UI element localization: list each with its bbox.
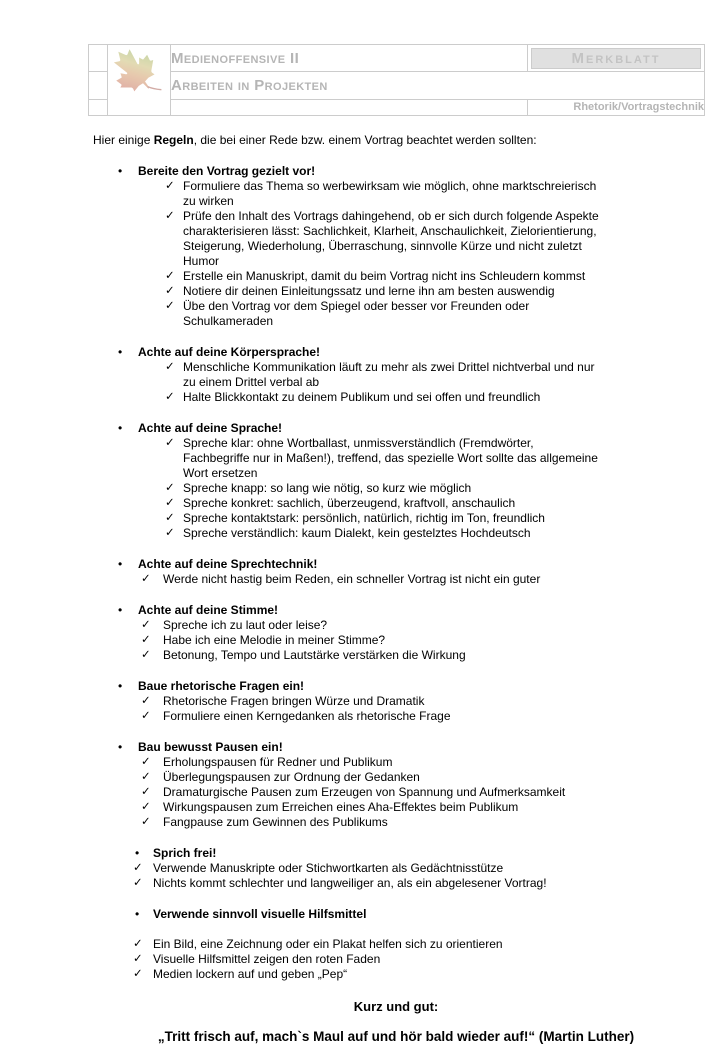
checkmark-icon: ✓ bbox=[141, 619, 151, 631]
rules-list bbox=[93, 164, 699, 982]
rule-item-text: Prüfe den Inhalt des Vortrags dahingehend, ob er sich durch folgende Aspekte charakterisieren lässt: Sachlichkeit, Klarheit, Anschaulichkeit, Zielorientierung, Steigerung, Wiederholung, Überraschung, sinnvolle Kürze und nicht zuletzt Humor bbox=[183, 209, 599, 268]
rule-item bbox=[93, 633, 699, 648]
rule-section bbox=[93, 846, 699, 891]
rule-item-text: Visuelle Hilfsmittel zeigen den roten Faden bbox=[153, 952, 381, 966]
bullet-icon: • bbox=[118, 345, 123, 359]
rule-item-text: Dramaturgische Pausen zum Erzeugen von Spannung und Aufmerksamkeit bbox=[163, 785, 566, 799]
rule-heading-row bbox=[93, 421, 699, 436]
rule-item bbox=[93, 618, 699, 633]
bullet-icon: • bbox=[118, 164, 123, 178]
doc-subtitle: Arbeiten in Projekten bbox=[171, 72, 705, 100]
checkmark-icon: ✓ bbox=[165, 270, 175, 282]
rule-item bbox=[93, 269, 699, 284]
rule-item-list bbox=[93, 861, 699, 891]
rule-item-text: Medien lockern auf und geben „Pep“ bbox=[153, 967, 348, 981]
rule-section bbox=[93, 557, 699, 587]
checkmark-icon: ✓ bbox=[165, 180, 175, 192]
rule-heading: Achte auf deine Sprechtechnik! bbox=[138, 557, 318, 571]
rule-item-text: Nichts kommt schlechter und langweiliger an, als ein abgelesener Vortrag! bbox=[153, 876, 547, 890]
rule-heading: Verwende sinnvoll visuelle Hilfsmittel bbox=[153, 907, 367, 921]
rule-item-text: Spreche klar: ohne Wortballast, unmissverständlich (Fremdwörter, Fachbegriffe nur in Maßen!), treffend, das spezielle Wort sollte das allgemeine Wort ersetzen bbox=[183, 436, 598, 480]
bullet-icon: • bbox=[118, 603, 123, 617]
checkmark-icon: ✓ bbox=[141, 786, 151, 798]
header-spacer-cell bbox=[89, 100, 108, 116]
rule-item bbox=[93, 209, 699, 269]
rule-item-text: Formuliere einen Kerngedanken als rhetorische Frage bbox=[163, 709, 451, 723]
checkmark-icon: ✓ bbox=[165, 210, 175, 222]
bullet-icon: • bbox=[135, 846, 140, 860]
rule-item-text: Spreche kontaktstark: persönlich, natürlich, richtig im Ton, freundlich bbox=[183, 511, 545, 525]
rule-item-list bbox=[93, 937, 699, 982]
rule-item-text: Ein Bild, eine Zeichnung oder ein Plakat helfen sich zu orientieren bbox=[153, 937, 503, 951]
maple-leaf-icon bbox=[108, 47, 170, 113]
rule-item bbox=[93, 709, 699, 724]
doc-title: Medienoffensive II bbox=[171, 49, 300, 67]
checkmark-icon: ✓ bbox=[141, 649, 151, 661]
rule-heading-row bbox=[93, 679, 699, 694]
rule-item bbox=[93, 785, 699, 800]
rule-item-text: Rhetorische Fragen bringen Würze und Dramatik bbox=[163, 694, 425, 708]
checkmark-icon: ✓ bbox=[133, 877, 143, 889]
rule-item bbox=[93, 815, 699, 830]
rule-item bbox=[93, 496, 699, 511]
rule-item bbox=[93, 179, 699, 209]
intro-suffix: , die bei einer Rede bzw. einem Vortrag beachtet werden sollten: bbox=[193, 133, 537, 147]
logo-cell bbox=[108, 45, 171, 116]
checkmark-icon: ✓ bbox=[165, 361, 175, 373]
rule-heading-row bbox=[93, 907, 699, 922]
rule-item-text: Formuliere das Thema so werbewirksam wie möglich, ohne marktschreierisch zu wirken bbox=[183, 179, 597, 208]
rule-heading: Achte auf deine Sprache! bbox=[138, 421, 283, 435]
checkmark-icon: ✓ bbox=[141, 634, 151, 646]
checkmark-icon: ✓ bbox=[165, 437, 175, 449]
rule-item bbox=[93, 526, 699, 541]
rule-heading-row bbox=[93, 603, 699, 618]
checkmark-icon: ✓ bbox=[165, 512, 175, 524]
closing-quote: „Tritt frisch auf, mach`s Maul auf und hör bald wieder auf!“ (Martin Luther) bbox=[157, 1029, 635, 1044]
rule-item-text: Notiere dir deinen Einleitungssatz und lerne ihn am besten auswendig bbox=[183, 284, 555, 298]
rule-item bbox=[93, 511, 699, 526]
bullet-icon: • bbox=[118, 740, 123, 754]
checkmark-icon: ✓ bbox=[165, 482, 175, 494]
rule-item-text: Erstelle ein Manuskript, damit du beim Vortrag nicht ins Schleudern kommst bbox=[183, 269, 586, 283]
checkmark-icon: ✓ bbox=[141, 816, 151, 828]
rule-item bbox=[93, 770, 699, 785]
doc-topic: Rhetorik/Vortragstechnik bbox=[528, 100, 705, 116]
checkmark-icon: ✓ bbox=[165, 391, 175, 403]
rule-item-text: Wirkungspausen zum Erreichen eines Aha-Effektes beim Publikum bbox=[163, 800, 519, 814]
rule-item-list bbox=[93, 179, 699, 329]
rule-item-text: Spreche konkret: sachlich, überzeugend, kraftvoll, anschaulich bbox=[183, 496, 516, 510]
checkmark-icon: ✓ bbox=[133, 953, 143, 965]
rule-heading-row bbox=[93, 345, 699, 360]
rule-item bbox=[93, 800, 699, 815]
rule-item bbox=[93, 755, 699, 770]
rule-item bbox=[93, 648, 699, 663]
bullet-icon: • bbox=[118, 557, 123, 571]
rule-item bbox=[93, 436, 699, 481]
rule-heading-row bbox=[93, 557, 699, 572]
rule-item-text: Überlegungspausen zur Ordnung der Gedanken bbox=[163, 770, 420, 784]
rule-item bbox=[93, 876, 699, 891]
rule-item bbox=[93, 694, 699, 709]
rule-heading-row bbox=[93, 164, 699, 179]
rule-item bbox=[93, 861, 699, 876]
rule-item-text: Erholungspausen für Redner und Publikum bbox=[163, 755, 393, 769]
rule-item-text: Verwende Manuskripte oder Stichwortkarten als Gedächtnisstütze bbox=[153, 861, 504, 875]
rule-item-text: Spreche verständlich: kaum Dialekt, kein gestelztes Hochdeutsch bbox=[183, 526, 531, 540]
header-title-cell bbox=[171, 45, 528, 72]
rule-item bbox=[93, 284, 699, 299]
rule-section bbox=[93, 907, 699, 982]
rule-item-text: Übe den Vortrag vor dem Spiegel oder besser vor Freunden oder Schulkameraden bbox=[183, 299, 530, 328]
rule-item bbox=[93, 952, 699, 967]
header-spacer-cell bbox=[89, 45, 108, 72]
rule-section bbox=[93, 164, 699, 329]
rule-heading: Sprich frei! bbox=[153, 846, 217, 860]
rule-item-list bbox=[93, 694, 699, 724]
rule-item-list bbox=[93, 572, 699, 587]
rule-item-text: Werde nicht hastig beim Reden, ein schneller Vortrag ist nicht ein guter bbox=[163, 572, 541, 586]
rule-section bbox=[93, 679, 699, 724]
rule-item-text: Menschliche Kommunikation läuft zu mehr als zwei Drittel nichtverbal und nur zu einem Drittel verbal ab bbox=[183, 360, 595, 389]
checkmark-icon: ✓ bbox=[165, 527, 175, 539]
rule-item-text: Spreche ich zu laut oder leise? bbox=[163, 618, 328, 632]
checkmark-icon: ✓ bbox=[141, 695, 151, 707]
rule-item bbox=[93, 299, 699, 329]
rule-item-text: Fangpause zum Gewinnen des Publikums bbox=[163, 815, 388, 829]
checkmark-icon: ✓ bbox=[141, 756, 151, 768]
rule-item bbox=[93, 572, 699, 587]
rule-heading: Achte auf deine Stimme! bbox=[138, 603, 279, 617]
checkmark-icon: ✓ bbox=[133, 968, 143, 980]
intro-prefix: Hier einige bbox=[93, 133, 154, 147]
checkmark-icon: ✓ bbox=[141, 801, 151, 813]
rule-section bbox=[93, 603, 699, 663]
rule-item-text: Halte Blickkontakt zu deinem Publikum und sei offen und freundlich bbox=[183, 390, 541, 404]
rule-item-list bbox=[93, 755, 699, 830]
rule-item bbox=[93, 481, 699, 496]
rule-item bbox=[93, 390, 699, 405]
header-spacer-cell bbox=[89, 72, 108, 100]
rule-heading-row bbox=[93, 846, 699, 861]
rule-item bbox=[93, 967, 699, 982]
header-empty-cell bbox=[171, 100, 528, 116]
intro-emphasis: Regeln bbox=[153, 133, 194, 147]
rule-item-list bbox=[93, 618, 699, 663]
rule-item-text: Spreche knapp: so lang wie nötig, so kurz wie möglich bbox=[183, 481, 472, 495]
rule-heading-row bbox=[93, 740, 699, 755]
checkmark-icon: ✓ bbox=[133, 938, 143, 950]
merkblatt-badge: Merkblatt bbox=[531, 48, 701, 69]
rule-heading: Bau bewusst Pausen ein! bbox=[138, 740, 283, 754]
rule-item bbox=[93, 937, 699, 952]
rule-section bbox=[93, 345, 699, 405]
rule-item-list bbox=[93, 360, 699, 405]
header-badge-cell bbox=[528, 45, 705, 72]
rule-heading: Achte auf deine Körpersprache! bbox=[138, 345, 321, 359]
bullet-icon: • bbox=[135, 907, 140, 921]
checkmark-icon: ✓ bbox=[141, 710, 151, 722]
checkmark-icon: ✓ bbox=[133, 862, 143, 874]
rule-item-text: Betonung, Tempo und Lautstärke verstärken die Wirkung bbox=[163, 648, 466, 662]
checkmark-icon: ✓ bbox=[165, 285, 175, 297]
checkmark-icon: ✓ bbox=[141, 573, 151, 585]
document-body bbox=[93, 133, 699, 1044]
rule-item bbox=[93, 360, 699, 390]
checkmark-icon: ✓ bbox=[165, 497, 175, 509]
bullet-icon: • bbox=[118, 421, 123, 435]
bullet-icon: • bbox=[118, 679, 123, 693]
rule-item-text: Habe ich eine Melodie in meiner Stimme? bbox=[163, 633, 386, 647]
header-table bbox=[88, 44, 705, 116]
rule-section bbox=[93, 740, 699, 830]
checkmark-icon: ✓ bbox=[141, 771, 151, 783]
rule-item-list bbox=[93, 436, 699, 541]
rule-section bbox=[93, 421, 699, 541]
intro-text bbox=[93, 133, 699, 148]
rule-heading: Baue rhetorische Fragen ein! bbox=[138, 679, 305, 693]
checkmark-icon: ✓ bbox=[165, 300, 175, 312]
rule-heading: Bereite den Vortrag gezielt vor! bbox=[138, 164, 316, 178]
closing-kicker: Kurz und gut: bbox=[353, 999, 439, 1014]
